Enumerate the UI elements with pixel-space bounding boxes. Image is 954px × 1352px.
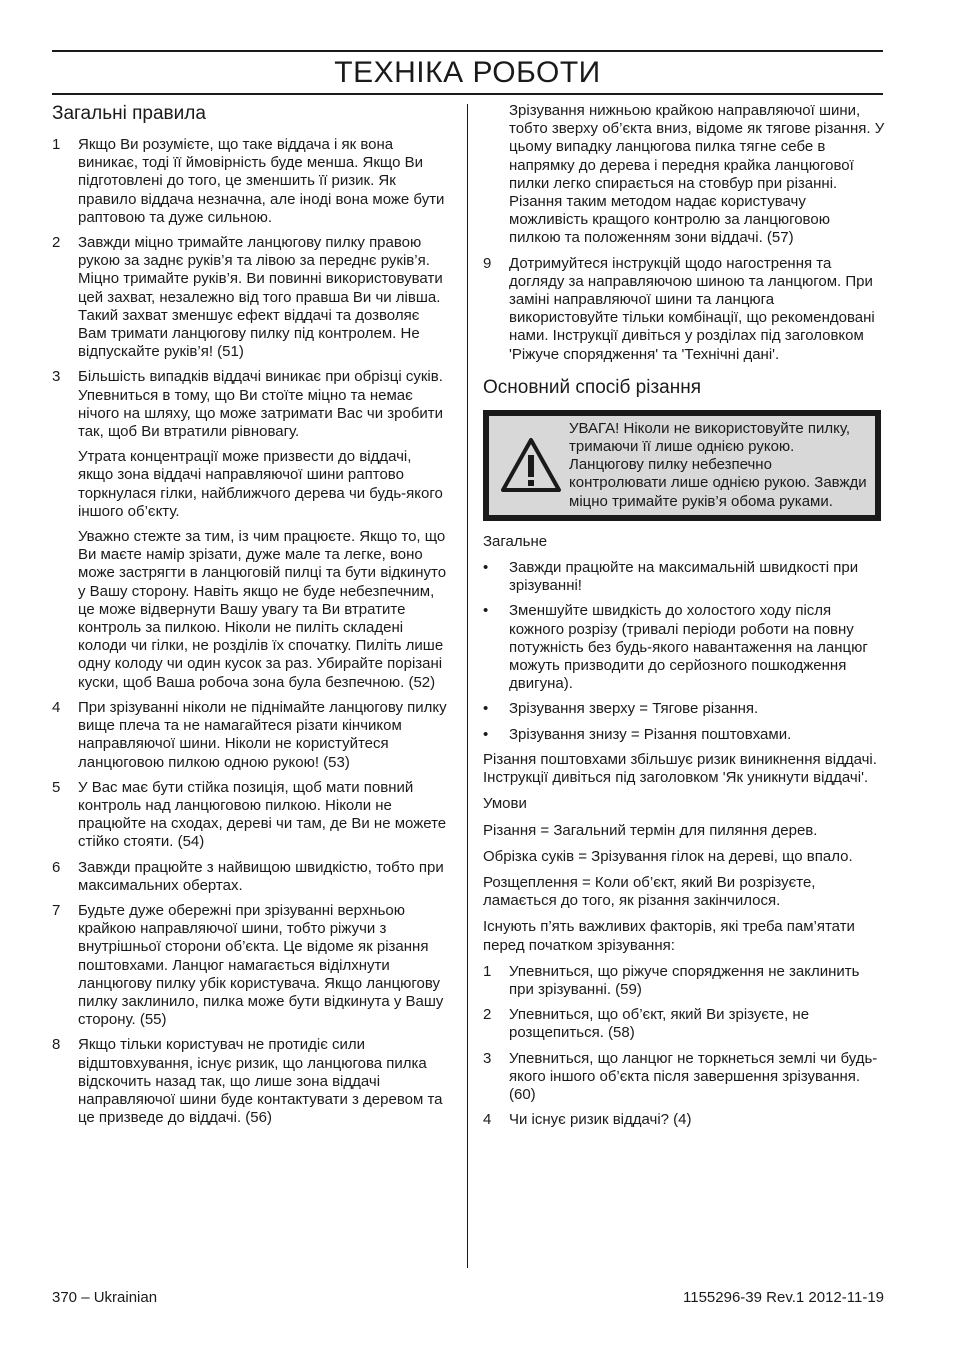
item-number: 2 <box>52 234 61 252</box>
item-number: 8 <box>52 1036 61 1054</box>
warning-box <box>483 410 881 521</box>
warning-triangle-icon <box>493 437 569 493</box>
item-text: Якщо Ви розумієте, що таке віддача і як вона виникає, тоді її ймовірність буде менша. Якщо Ви підготовлені до того, це зменшить її ризик. Як правило віддача незначна, але іноді вона може бути раптовою та дуже сильною. <box>78 136 445 226</box>
header-top-rule <box>52 50 883 52</box>
item-text: При зрізуванні ніколи не піднімайте ланцюгову пилку вище плеча та не намагайтеся різати кінчиком направляючої шини. Ніколи не користуйтеся ланцюговою пилкою одною рукою! (53) <box>78 698 447 771</box>
bullet-item <box>483 726 885 744</box>
bullet-item <box>483 602 885 693</box>
item-number: 3 <box>52 368 61 386</box>
list-item <box>52 779 450 852</box>
item-text: Завжди працюйте з найвищою швидкістю, тобто при максимальних обертах. <box>78 858 444 894</box>
item-number: 7 <box>52 901 61 919</box>
right-column <box>483 102 885 1136</box>
item-8-continuation: Зрізування нижньою крайкою направляючої шини, тобто зверху об’єкта вниз, відоме як тягове різання. У цьому випадку ланцюгова пилка тягне себе в напрямку до дерева і передня крайка ланцюгової пилки легко спирається на стовбур при різанні. Різання таким методом надає користувачу можливість кращого контролю за ланцюговою пилкою та положенням зони віддачі. (57) <box>509 102 885 247</box>
list-item <box>52 136 450 227</box>
bullet-item <box>483 700 885 718</box>
item-text: Завжди міцно тримайте ланцюгову пилку правою рукою за заднє руків’я та лівою за переднє руків’я. Міцно тримайте руків’я. Ви повинні використовувати цей захват, незалежно від того правша Ви чи лівша. Такий захват зменшує ефект віддачі та дозволяє Вам тримати ланцюгову пилку під контролем. Не відпускайте руків’я! (51) <box>78 234 443 361</box>
item-text: Будьте дуже обережні при зрізуванні верхньою крайкою направляючої шини, тобто ріжучи з внутрішньої сторони об’єкта. Це відоме як різання поштовхами. Ланцюг намагається віділхнути ланцюгову пилку убік користувача. Якщо ланцюгову пилку заклинило, пилка може бути відкинута у Вашу сторону. (55) <box>78 901 444 1029</box>
page-title: ТЕХНІКА РОБОТИ <box>334 56 601 89</box>
footer-document-id: 1155296-39 Rev.1 2012-11-19 <box>683 1289 884 1306</box>
item-text-extra: Утрата концентрації може призвести до віддачі, якщо зона віддачі направляючої шини раптово торкнулася гілки, найближчого дерева чи будь-якого іншого об’єкту. <box>78 448 443 520</box>
list-item <box>52 699 450 772</box>
bullet-icon: • <box>483 700 489 718</box>
list-item <box>52 234 450 361</box>
factors-intro: Існують п’ять важливих факторів, які треба пам’ятати перед початком зрізування: <box>483 918 855 954</box>
item-text: Упевниться, що ріжуче спорядження не заклинить при зрізуванні. (59) <box>509 962 860 998</box>
factors-list <box>483 963 885 1130</box>
item-text: Упевниться, що ланцюг не торкнеться землі чи будь-якого іншого об’єкта після завершення зрізування. (60) <box>509 1049 878 1103</box>
list-item <box>483 1111 885 1129</box>
item-number: 1 <box>483 962 492 980</box>
term-limbing: Обрізка суків = Зрізування гілок на дереві, що впало. <box>483 847 853 865</box>
item-number: 4 <box>483 1111 492 1129</box>
list-item <box>52 368 450 691</box>
general-bullet-list <box>483 559 885 744</box>
list-item <box>483 963 885 999</box>
left-column <box>52 102 450 1134</box>
bullet-icon: • <box>483 559 489 577</box>
bullet-text: Завжди працюйте на максимальній швидкості при зрізуванні! <box>509 559 859 595</box>
item-number: 4 <box>52 698 61 716</box>
terms-label: Умови <box>483 795 527 813</box>
warning-text: УВАГА! Ніколи не використовуйте пилку, тримаючи її лише однією рукою. Ланцюгову пилку небезпечно контролювати лише однією рукою. Завжди міцно тримайте руків’я обома руками. <box>569 419 867 510</box>
item-number: 5 <box>52 778 61 796</box>
item-number: 6 <box>52 858 61 876</box>
header-bottom-rule <box>52 93 883 95</box>
term-splitting: Розщеплення = Коли об’єкт, який Ви розрізуєте, ламається до того, як різання закінчилося. <box>483 873 816 910</box>
list-item <box>483 1050 885 1105</box>
item-text: У Вас має бути стійка позиція, щоб мати повний контроль над ланцюговою пилкою. Ніколи не працюйте на сходах, дереві чи там, де Ви не можете стійко стояти. (54) <box>78 778 447 851</box>
column-divider <box>467 104 468 1268</box>
footer-page-number: 370 – Ukrainian <box>52 1289 158 1306</box>
item-text-extra: Уважно стежте за тим, із чим працюєте. Якщо то, що Ви маєте намір зрізати, дуже мале та легке, воно може застрягти в ланцюговій пилці та бути відкинуто у Вашу сторону. Навіть якщо не буде небезпечним, це може відвернути Вашу увагу та Ви втратите контроль за пилкою. Ніколи не пиліть складені колоди чи гілки, не розділів їх спочатку. Пиліть лише одну колоду чи один кусок за раз. Убирайте порізані куски, щоб Ваша робоча зона була безпечною. (52) <box>78 528 447 691</box>
section-heading-general-rules: Загальні правила <box>52 103 206 124</box>
general-rules-list <box>52 136 450 1127</box>
item-number: 1 <box>52 136 61 153</box>
item-text: Більшість випадків віддачі виникає при обрізці суків. Упевниться в тому, що Ви стоїте міцно та немає нічого на шляху, що може затримати Вас чи зробити так, щоб Ви втратили рівновагу. <box>78 368 444 441</box>
list-item <box>52 859 450 895</box>
list-item <box>52 902 450 1029</box>
push-cutting-note: Різання поштовхами збільшує ризик виникнення віддачі. Інструкції дивіться під заголовком 'Як уникнути віддачі'. <box>483 750 877 787</box>
bullet-text: Зрізування зверху = Тягове різання. <box>509 700 759 718</box>
item-text: Якщо тільки користувач не протидіє сили відштовхування, існує ризик, що ланцюгова пилка відскочить назад так, що лише зона віддачі направляючої шини буде контактувати з деревом та це призведе до віддачі. (56) <box>78 1036 443 1127</box>
bullet-icon: • <box>483 725 489 743</box>
bullet-text: Зрізування знизу = Різання поштовхами. <box>509 725 792 743</box>
list-item <box>483 1006 885 1042</box>
term-cutting: Різання = Загальний термін для пиляння дерев. <box>483 821 818 839</box>
general-label: Загальне <box>483 532 548 550</box>
section-heading-basic-cutting: Основний спосіб різання <box>483 376 702 398</box>
bullet-item <box>483 559 885 595</box>
item-text: Упевниться, що об’єкт, який Ви зрізуєте, не розщепиться. (58) <box>509 1006 810 1042</box>
item-number: 9 <box>483 254 492 272</box>
item-number: 2 <box>483 1006 492 1024</box>
item-text: Дотримуйтеся інструкцій щодо нагострення та догляду за направляючою шиною та ланцюгом. При заміні направляючої шини та ланцюга використовуйте тільки комбінації, що рекомендовані нами. Інструкції дивіться у розділах під заголовком 'Ріжуче спорядження' та 'Технічні дані'. <box>509 254 875 363</box>
bullet-icon: • <box>483 602 489 620</box>
item-text: Чи існує ризик віддачі? (4) <box>509 1111 692 1129</box>
list-item <box>52 1036 450 1127</box>
item-number: 3 <box>483 1049 492 1067</box>
list-item <box>483 255 885 364</box>
warning-box-inner <box>489 416 875 515</box>
bullet-text: Зменшуйте швидкість до холостого ходу після кожного розрізу (тривалі періоди роботи на повну потужність без будь-якого навантаження на ланцюг можуть призводити до серйозного пошкодження двигуна). <box>509 602 868 693</box>
